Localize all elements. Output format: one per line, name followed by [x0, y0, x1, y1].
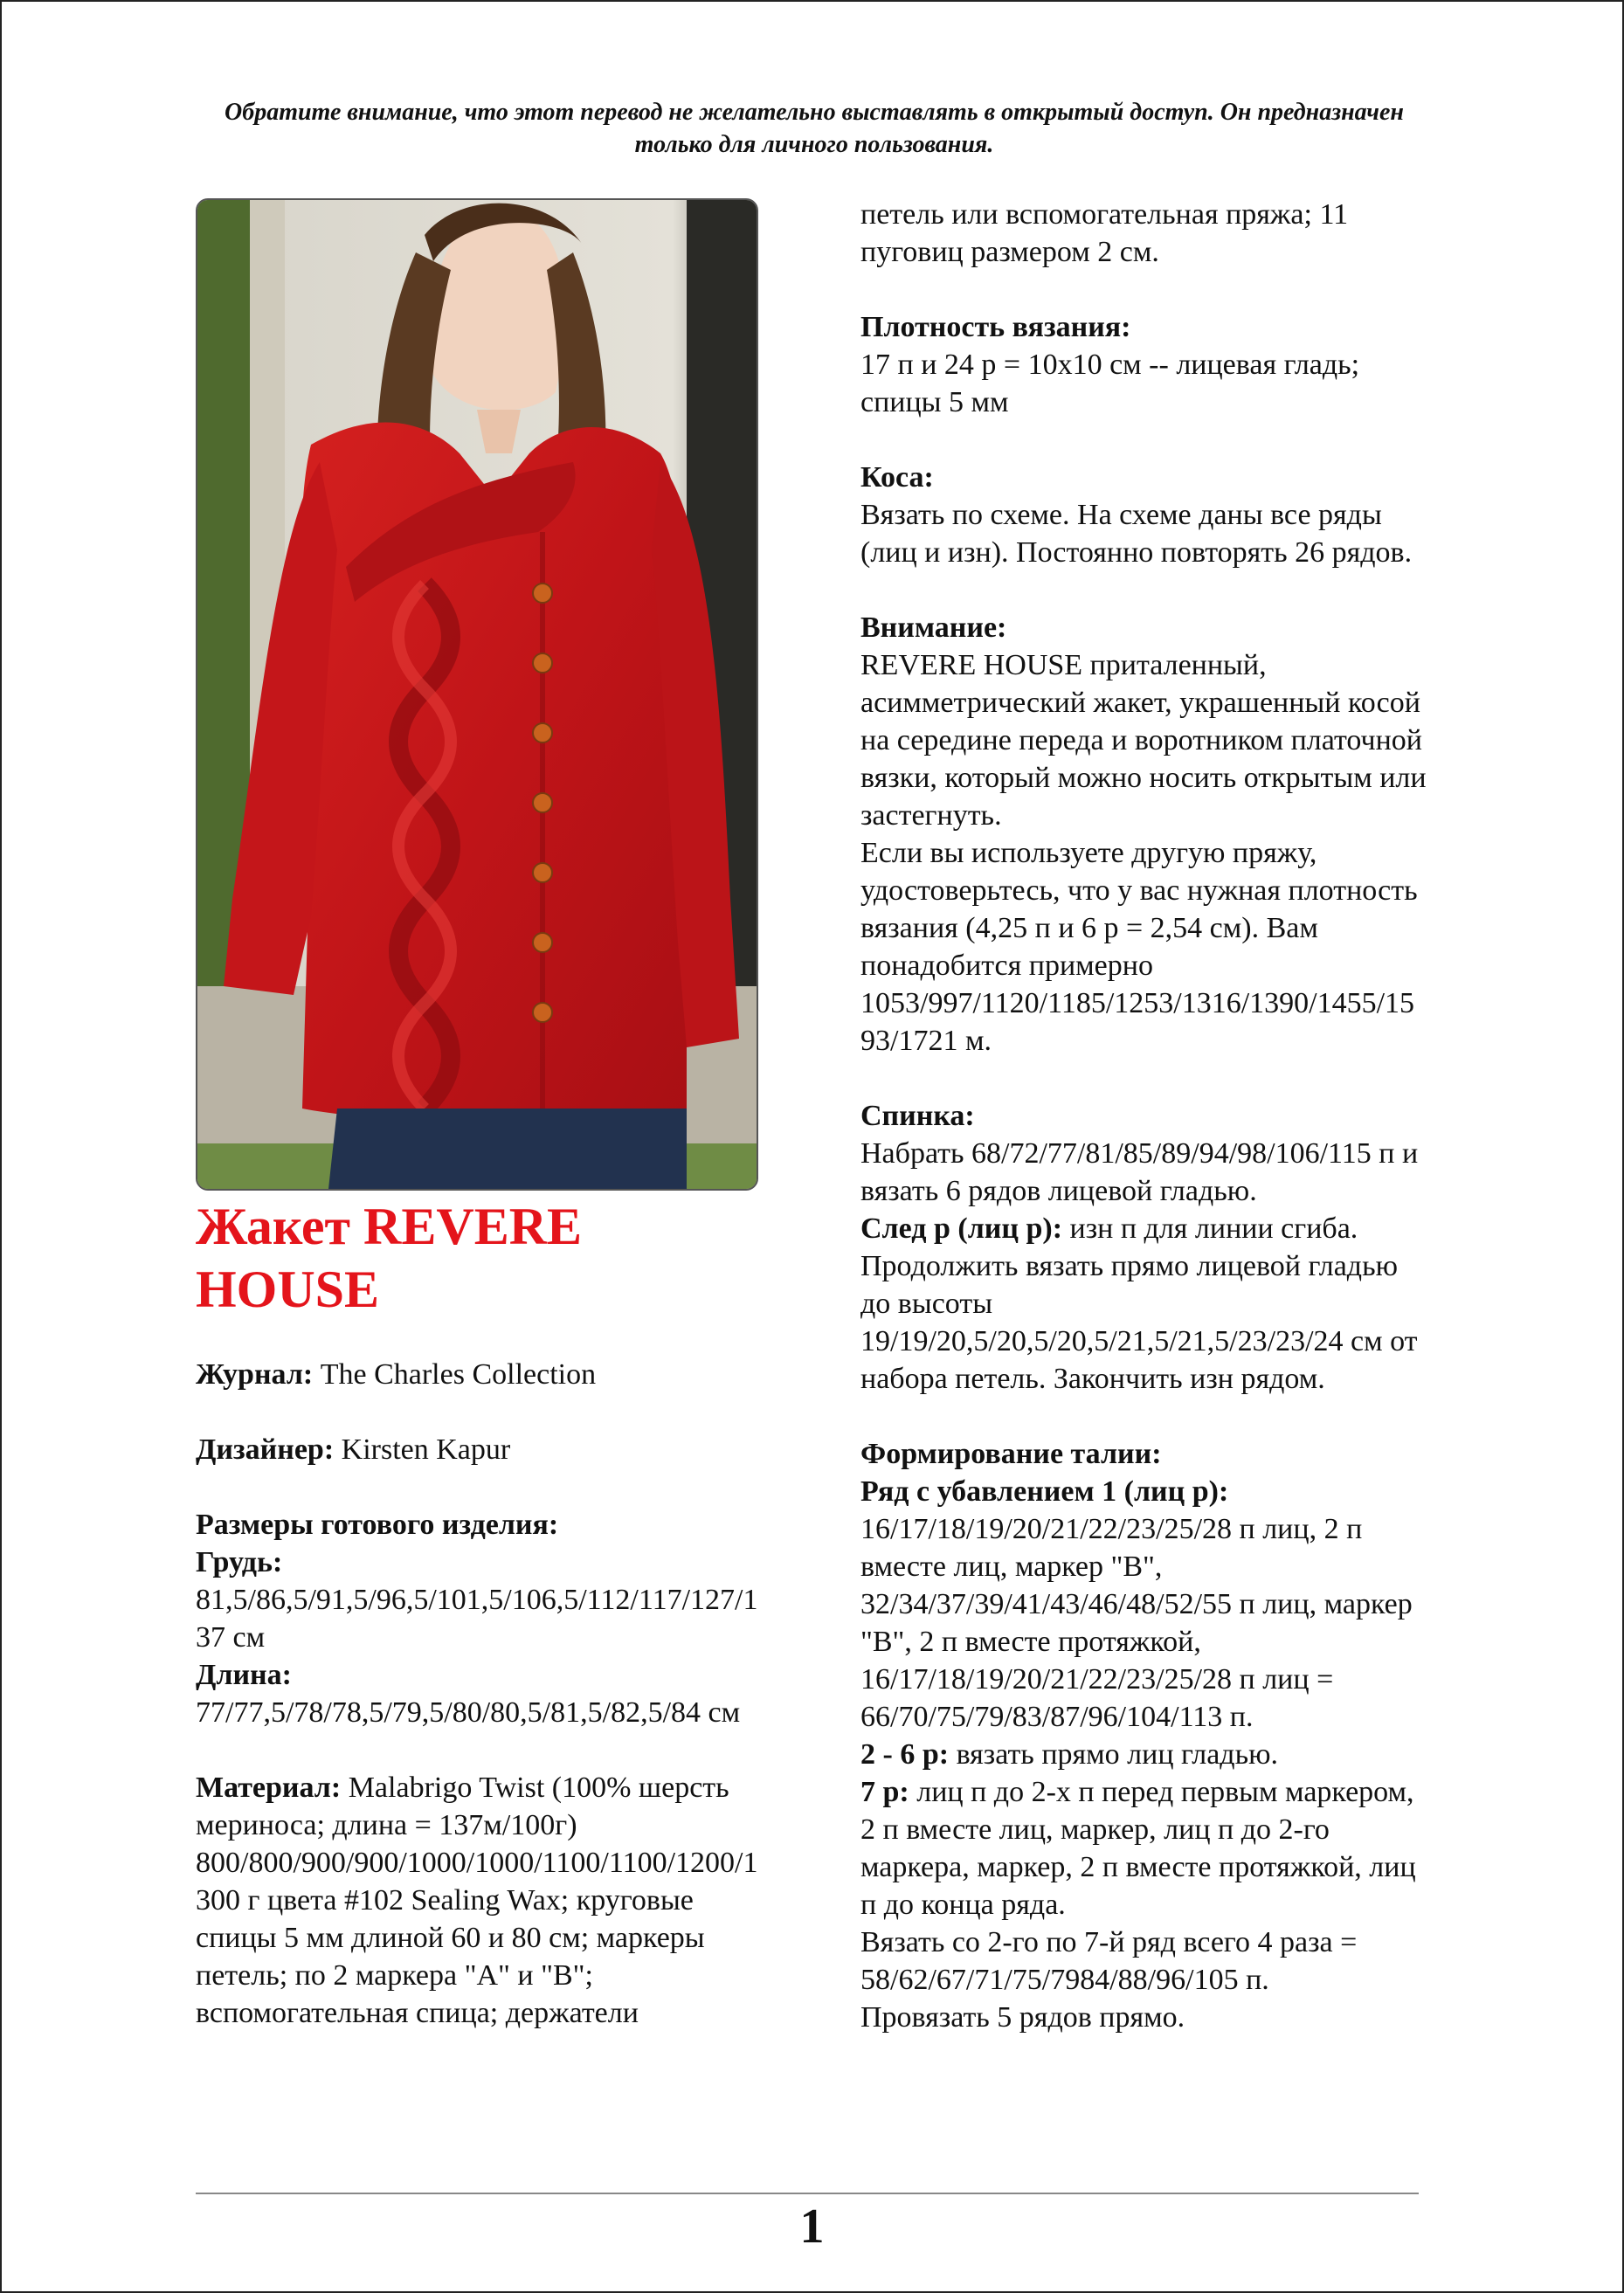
designer-value: Kirsten Kapur	[334, 1433, 511, 1466]
attention-heading: Внимание:	[860, 611, 1007, 644]
material-value: Malabrigo Twist (100% шерсть мериноса; длина = 137м/100г) 800/800/900/900/1000/1000/1100/1100/1200/1300 г цвета #102 Sealing Wax; круговые спицы 5 мм длиной 60 и 80 см; маркеры петель; по 2 маркера "A" и "B"; вспомогательная спица; держатели	[196, 1772, 758, 2029]
back-text-1: Набрать 68/72/77/81/85/89/94/98/106/115 п и вязать 6 рядов лицевой гладью.	[860, 1137, 1419, 1207]
cable-text: Вязать по схеме. На схеме даны все ряды (лиц и изн). Постоянно повторять 26 рядов.	[860, 499, 1413, 569]
waist-dec-label: Ряд с убавлением 1 (лиц р):	[860, 1475, 1229, 1508]
left-column	[196, 1356, 764, 2032]
attention-text-1: REVERE HOUSE приталенный, асимметрический жакет, украшенный косой на середине переда и воротником платочной вязки, который можно носить открытым или застегнуть.	[860, 649, 1427, 832]
magazine-value: The Charles Collection	[313, 1358, 597, 1391]
designer-line	[196, 1431, 764, 1468]
waist-repeat: Вязать со 2-го по 7-й ряд всего 4 раза = 58/62/67/71/75/7984/88/96/105 п.	[860, 1926, 1358, 1996]
gauge-heading: Плотность вязания:	[860, 311, 1131, 343]
waist-heading: Формирование талии:	[860, 1438, 1162, 1470]
back-next-text: изн п для линии сгиба. Продолжить вязать прямо лицевой гладью до высоты 19/19/20,5/20,5/20,5/21,5/21,5/23/23/24 см от набора петель. Закончить изн рядом.	[860, 1212, 1418, 1395]
attention-text-2: Если вы используете другую пряжу, удостоверьтесь, что у вас нужная плотность вязания (4,25 п и 6 р = 2,54 см). Вам понадобится примерно 1053/997/1120/1185/1253/1316/1390/1455/1593/1721 м.	[860, 837, 1418, 1057]
cable-heading: Коса:	[860, 461, 934, 494]
sizes-heading: Размеры готового изделия:	[196, 1509, 559, 1541]
waist-rows-2-6: 2 - 6 р: вязать прямо лиц гладью.	[860, 1738, 1279, 1771]
right-column	[860, 196, 1428, 2036]
sweater-photo-illustration	[197, 200, 757, 1189]
footer-divider	[196, 2193, 1419, 2194]
sweater-photo	[196, 198, 758, 1191]
material-continued: петель или вспомогательная пряжа; 11 пуговиц размером 2 см.	[860, 198, 1349, 268]
material-paragraph	[196, 1769, 764, 2032]
designer-label: Дизайнер:	[196, 1433, 335, 1466]
back-next-row	[860, 1210, 1428, 1398]
chest-label: Грудь:	[196, 1546, 283, 1578]
length-label: Длина:	[196, 1659, 292, 1691]
usage-notice: Обратите внимание, что этот перевод не желательно выставлять в открытый доступ. Он предназначен только для личного пользования.	[225, 99, 1404, 158]
length-value: 77/77,5/78/78,5/79,5/80/80,5/81,5/82,5/84 см	[196, 1696, 741, 1729]
waist-row-7: 7 р: лиц п до 2-х п перед первым маркером, 2 п вместе лиц, маркер, лиц п до 2-го маркера, маркер, 2 п вместе протяжкой, лиц п до конца ряда.	[860, 1776, 1416, 1921]
back-heading: Спинка:	[860, 1100, 975, 1132]
waist-straight: Провязать 5 рядов прямо.	[860, 2001, 1185, 2034]
gauge-text: 17 п и 24 р = 10х10 см -- лицевая гладь; спицы 5 мм	[860, 349, 1360, 418]
magazine-label: Журнал:	[196, 1358, 314, 1391]
magazine-line	[196, 1356, 764, 1393]
material-label: Материал:	[196, 1772, 342, 1804]
back-next-label: След р (лиц р):	[860, 1212, 1063, 1245]
waist-dec-text: 16/17/18/19/20/21/22/23/25/28 п лиц, 2 п вместе лиц, маркер "B", 32/34/37/39/41/43/46/48/52/55 п лиц, маркер "B", 2 п вместе протяжкой, 16/17/18/19/20/21/22/23/25/28 п лиц = 66/70/75/79/83/87/96/104/113 п.	[860, 1513, 1413, 1733]
pattern-title: Жакет REVERE HOUSE	[196, 1198, 583, 1318]
page-number: 1	[799, 2200, 825, 2254]
chest-value: 81,5/86,5/91,5/96,5/101,5/106,5/112/117/127/137 см	[196, 1584, 758, 1654]
